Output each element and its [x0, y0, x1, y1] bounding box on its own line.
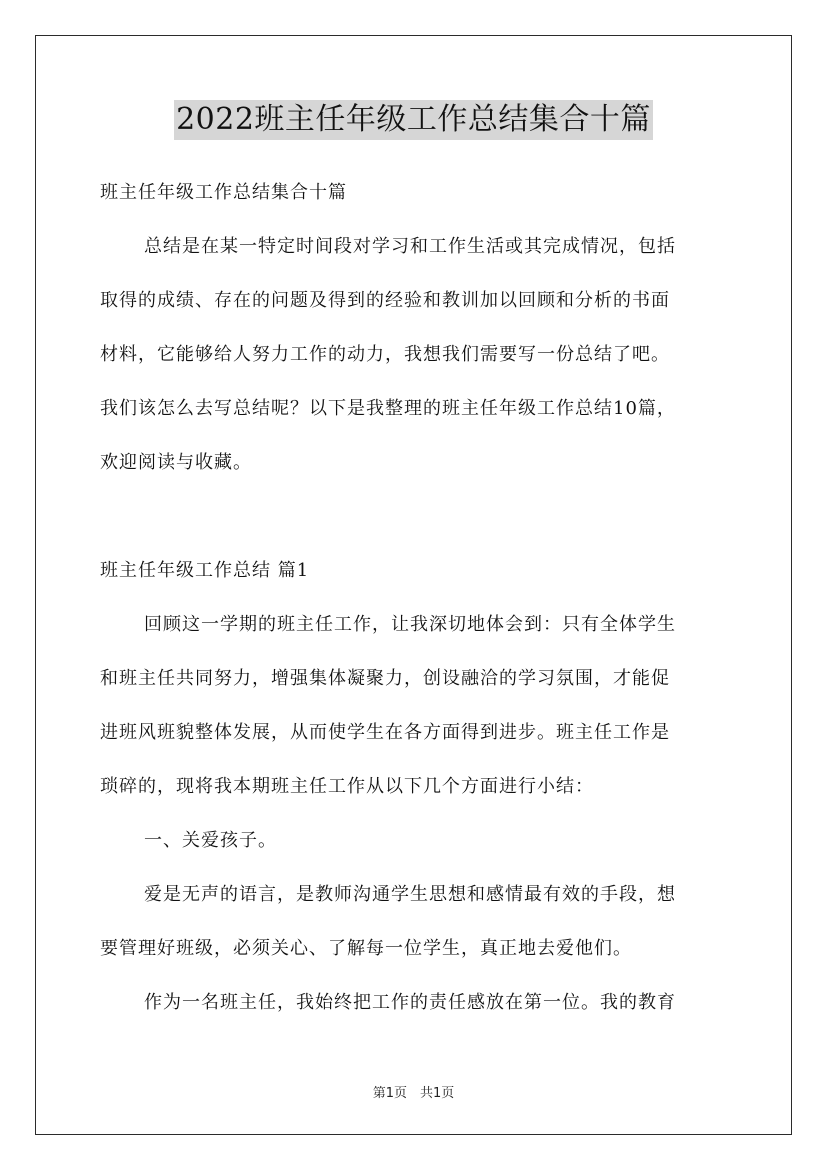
- section-heading: 班主任年级工作总结 篇1: [100, 560, 310, 581]
- document-title: 2022班主任年级工作总结集合十篇: [174, 100, 653, 140]
- document-body: [100, 172, 727, 1036]
- subheading: 一、关爱孩子。: [144, 830, 277, 851]
- section-heading: 班主任年级工作总结集合十篇: [100, 182, 347, 203]
- title-container: [0, 100, 827, 140]
- paragraph-line: 和班主任共同努力，增强集体凝聚力，创设融洽的学习氛围，才能促: [100, 668, 670, 689]
- paragraph-line: 爱是无声的语言，是教师沟通学生思想和感情最有效的手段，想: [144, 884, 676, 905]
- page-number-footer: 第1页 共1页: [372, 1086, 455, 1101]
- paragraph-line: 回顾这一学期的班主任工作，让我深切地体会到：只有全体学生: [144, 614, 676, 635]
- paragraph-line: 取得的成绩、存在的问题及得到的经验和教训加以回顾和分析的书面: [100, 290, 670, 311]
- paragraph-line: 琐碎的，现将我本期班主任工作从以下几个方面进行小结：: [100, 776, 594, 797]
- paragraph-line: 作为一名班主任，我始终把工作的责任感放在第一位。我的教育: [144, 992, 676, 1013]
- paragraph-line: 进班风班貌整体发展，从而使学生在各方面得到进步。班主任工作是: [100, 722, 670, 743]
- paragraph-line: 欢迎阅读与收藏。: [100, 452, 252, 473]
- blank-line: [100, 496, 727, 550]
- paragraph-line: 总结是在某一特定时间段对学习和工作生活或其完成情况，包括: [144, 236, 676, 257]
- paragraph-line: 材料，它能够给人努力工作的动力，我想我们需要写一份总结了吧。: [100, 344, 670, 365]
- paragraph-line: 要管理好班级，必须关心、了解每一位学生，真正地去爱他们。: [100, 938, 632, 959]
- paragraph-line: 我们该怎么去写总结呢？以下是我整理的班主任年级工作总结10篇，: [100, 398, 676, 419]
